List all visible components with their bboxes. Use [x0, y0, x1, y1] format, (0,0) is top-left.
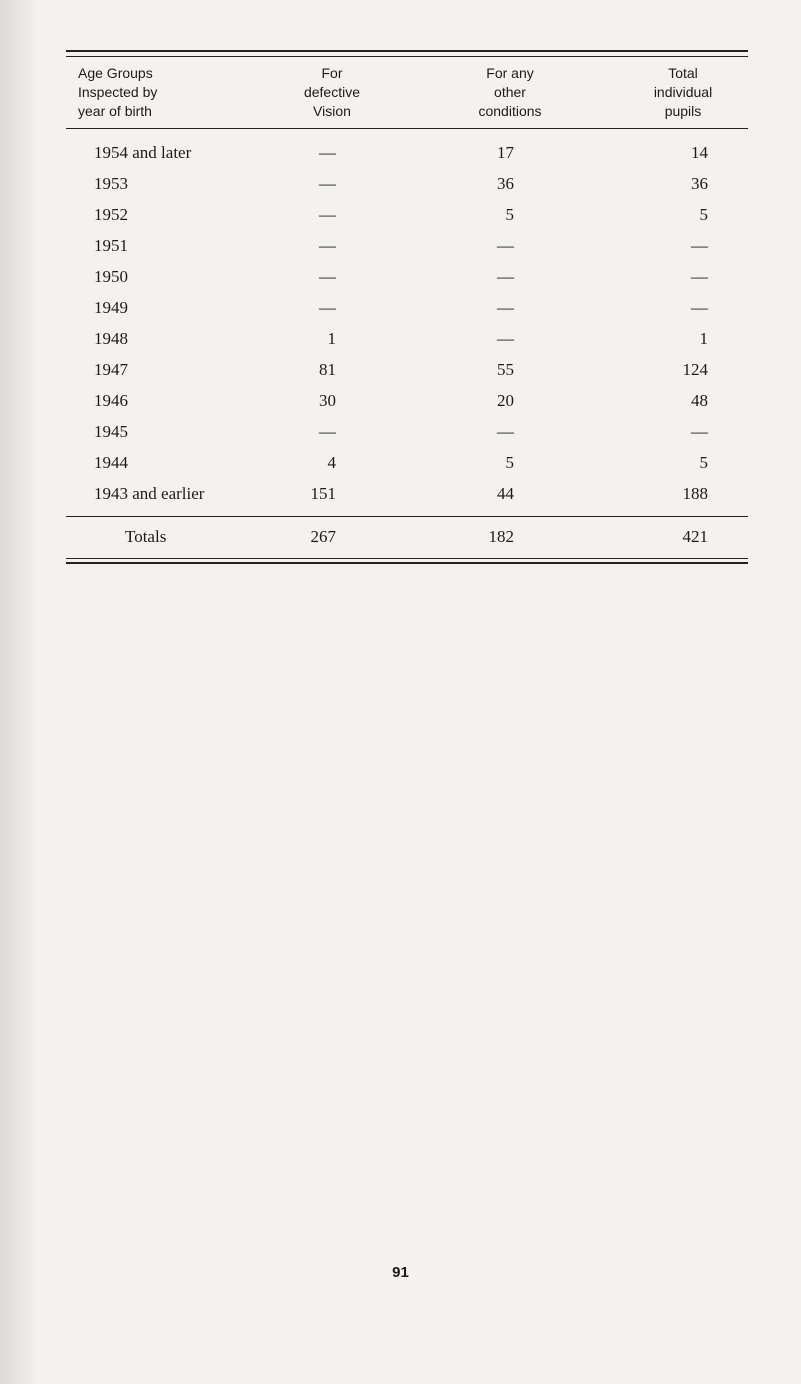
- table-row: [0, 202, 801, 228]
- totals-row: [0, 524, 801, 550]
- cell-other: 55: [497, 360, 514, 379]
- cell-year: 1947: [94, 360, 128, 379]
- cell-year: 1954 and later: [94, 143, 192, 162]
- table-row: [0, 295, 801, 321]
- cell-vision: 81: [319, 360, 336, 379]
- totals-label: Totals: [125, 527, 167, 546]
- header-total-pupils: Total individual pupils: [653, 65, 713, 119]
- cell-total: —: [691, 298, 708, 317]
- cell-year: 1950: [94, 267, 128, 286]
- cell-other: —: [497, 236, 514, 255]
- header-other-conditions: For any other conditions: [478, 65, 542, 119]
- table-row: [0, 171, 801, 197]
- pupils-inspected-table: [0, 0, 801, 600]
- cell-vision: —: [319, 174, 336, 193]
- cell-year: 1951: [94, 236, 128, 255]
- table-row: [0, 357, 801, 383]
- top-double-rule: [66, 50, 748, 52]
- cell-other: —: [497, 298, 514, 317]
- cell-total: 48: [691, 391, 708, 410]
- cell-year: 1952: [94, 205, 128, 224]
- cell-vision: —: [319, 205, 336, 224]
- top-double-rule-inner: [66, 56, 748, 57]
- header-defective-vision: For defective Vision: [303, 65, 361, 119]
- table-row: [0, 388, 801, 414]
- totals-vision: 267: [310, 527, 336, 546]
- cell-year: 1949: [94, 298, 128, 317]
- cell-vision: —: [319, 236, 336, 255]
- cell-total: 14: [691, 143, 708, 162]
- cell-other: 44: [497, 484, 514, 503]
- cell-other: 5: [505, 453, 514, 472]
- cell-year: 1945: [94, 422, 128, 441]
- cell-year: 1953: [94, 174, 128, 193]
- cell-total: 5: [699, 453, 708, 472]
- cell-total: —: [691, 422, 708, 441]
- table-row: [0, 140, 801, 166]
- cell-year: 1948: [94, 329, 128, 348]
- cell-total: 36: [691, 174, 708, 193]
- totals-rule: [66, 516, 748, 517]
- header-rule: [66, 128, 748, 129]
- page-number: 91: [392, 1264, 409, 1281]
- cell-year: 1944: [94, 453, 128, 472]
- cell-vision: 151: [310, 484, 336, 503]
- cell-vision: 1: [327, 329, 336, 348]
- table-row: [0, 450, 801, 476]
- cell-other: —: [497, 267, 514, 286]
- cell-total: 5: [699, 205, 708, 224]
- cell-vision: —: [319, 298, 336, 317]
- cell-total: 124: [682, 360, 708, 379]
- table-row: [0, 233, 801, 259]
- cell-vision: 4: [327, 453, 336, 472]
- cell-other: 36: [497, 174, 514, 193]
- cell-vision: —: [319, 143, 336, 162]
- cell-vision: 30: [319, 391, 336, 410]
- cell-total: 188: [682, 484, 708, 503]
- header-age-groups: Age Groups Inspected by year of birth: [78, 65, 158, 119]
- totals-total: 421: [682, 527, 708, 546]
- cell-other: 20: [497, 391, 514, 410]
- bottom-double-rule-inner: [66, 562, 748, 564]
- cell-year: 1943 and earlier: [94, 484, 205, 503]
- table-row: [0, 326, 801, 352]
- cell-other: 5: [505, 205, 514, 224]
- cell-total: —: [691, 236, 708, 255]
- cell-total: —: [691, 267, 708, 286]
- cell-year: 1946: [94, 391, 128, 410]
- cell-other: —: [497, 329, 514, 348]
- table-row: [0, 264, 801, 290]
- cell-vision: —: [319, 422, 336, 441]
- totals-other: 182: [488, 527, 514, 546]
- table-row: [0, 419, 801, 445]
- cell-other: 17: [497, 143, 514, 162]
- table-row: [0, 481, 801, 507]
- cell-other: —: [497, 422, 514, 441]
- bottom-double-rule: [66, 558, 748, 559]
- cell-total: 1: [699, 329, 708, 348]
- cell-vision: —: [319, 267, 336, 286]
